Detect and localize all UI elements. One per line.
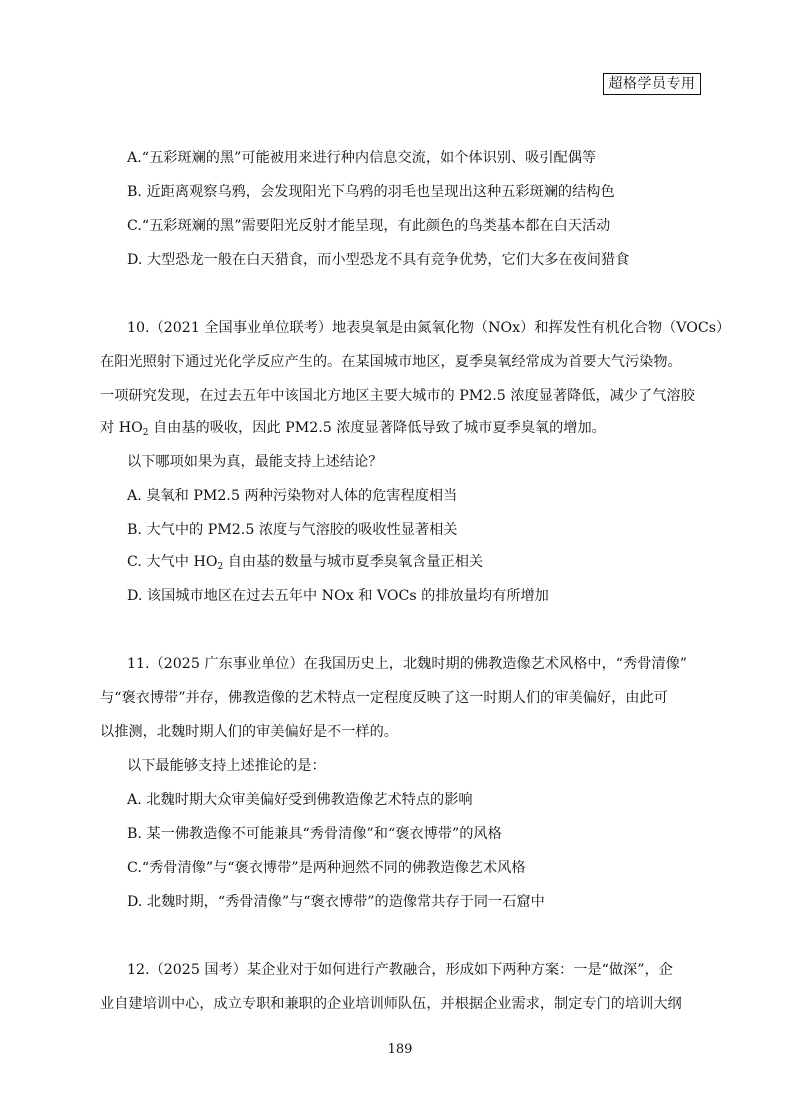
q10-subscript: 2 bbox=[142, 428, 149, 438]
q11-stem-line: 以推测，北魏时期人们的审美偏好是不一样的。 bbox=[100, 724, 398, 740]
q10-option-d: D. 该国城市地区在过去五年中 NOx 和 VOCs 的排放量均有所增加 bbox=[127, 588, 549, 604]
q12-stem-line: 业自建培训中心，成立专职和兼职的企业培训师队伍，并根据企业需求，制定专门的培训大纲 bbox=[100, 996, 682, 1012]
q11-option-d: D. 北魏时期，“秀骨清像”与“褒衣博带”的造像常共存于同一石窟中 bbox=[127, 894, 545, 910]
q11-option-b: B. 某一佛教造像不可能兼具“秀骨清像”和“褒衣博带”的风格 bbox=[127, 826, 502, 842]
student-only-badge: 超格学员专用 bbox=[603, 73, 701, 95]
q10-option-b: B. 大气中的 PM2.5 浓度与气溶胶的吸收性显著相关 bbox=[127, 522, 458, 538]
q9-option-d: D. 大型恐龙一般在白天猎食，而小型恐龙不具有竞争优势，它们大多在夜间猎食 bbox=[127, 252, 630, 268]
q11-option-c: C.“秀骨清像”与“褒衣博带”是两种迥然不同的佛教造像艺术风格 bbox=[127, 860, 526, 876]
q9-option-b: B. 近距离观察乌鸦，会发现阳光下乌鸦的羽毛也呈现出这种五彩斑斓的结构色 bbox=[127, 184, 615, 200]
q11-option-a: A. 北魏时期大众审美偏好受到佛教造像艺术特点的影响 bbox=[127, 792, 473, 808]
q10-stem-line: 一项研究发现，在过去五年中该国北方地区主要大城市的 PM2.5 浓度显著降低，减少了气溶胶 bbox=[100, 388, 695, 404]
q10-stem-line: 10.（2021 全国事业单位联考）地表臭氧是由氮氧化物（NOx）和挥发性有机化合物（VOCs） bbox=[127, 320, 731, 336]
q12-stem-line: 12.（2025 国考）某企业对于如何进行产教融合，形成如下两种方案：一是“做深”，企 bbox=[127, 962, 673, 978]
q9-option-c: C.“五彩斑斓的黑”需要阳光反射才能呈现，有此颜色的鸟类基本都在白天活动 bbox=[127, 218, 611, 234]
q10-stem-text: 对 HO bbox=[100, 420, 143, 436]
q10-question: 以下哪项如果为真，最能支持上述结论？ bbox=[127, 454, 383, 470]
q11-stem-line: 与“褒衣博带”并存，佛教造像的艺术特点一定程度反映了这一时期人们的审美偏好，由此可 bbox=[100, 690, 668, 706]
q10-option-c-text: 自由基的数量与城市夏季臭氧含量正相关 bbox=[223, 554, 484, 570]
q10-option-c-text: C. 大气中 HO bbox=[127, 554, 218, 570]
q11-stem-line: 11.（2025 广东事业单位）在我国历史上，北魏时期的佛教造像艺术风格中，“秀骨清像” bbox=[127, 656, 688, 672]
q9-option-a: A.“五彩斑斓的黑”可能被用来进行种内信息交流，如个体识别、吸引配偶等 bbox=[127, 150, 597, 166]
q10-option-a: A. 臭氧和 PM2.5 两种污染物对人体的危害程度相当 bbox=[127, 488, 458, 504]
q10-option-c bbox=[127, 552, 483, 577]
q11-question: 以下最能够支持上述推论的是： bbox=[127, 758, 326, 774]
q10-stem-line: 在阳光照射下通过光化学反应产生的。在某国城市地区，夏季臭氧经常成为首要大气污染物。 bbox=[100, 354, 682, 370]
q10-stem-text: 自由基的吸收，因此 PM2.5 浓度显著降低导致了城市夏季臭氧的增加。 bbox=[148, 420, 606, 436]
q10-stem-line-last bbox=[100, 418, 606, 443]
q10-option-c-subscript: 2 bbox=[217, 562, 224, 572]
page-number: 189 bbox=[387, 1042, 413, 1057]
